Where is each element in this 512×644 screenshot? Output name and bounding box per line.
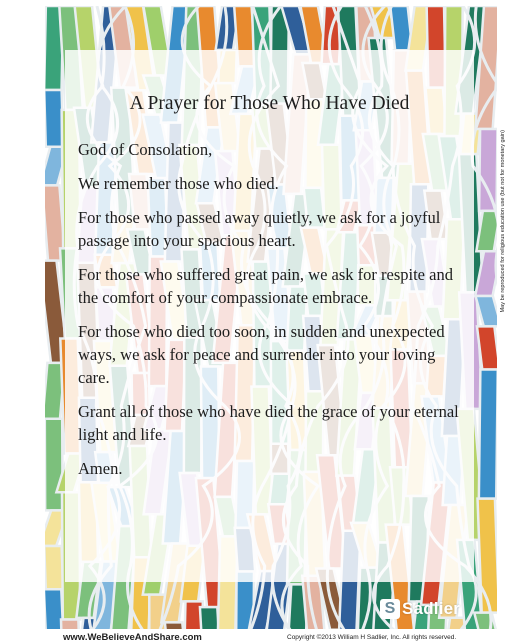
glass-pane <box>61 620 81 629</box>
copyright-text: Copyright ©2013 William H Sadlier, Inc. All rights reserved. <box>287 634 457 641</box>
prayer-line: For those who suffered great pain, we ask for respite and the comfort of your compassionate embrace. <box>78 265 453 307</box>
prayer-line: For those who passed away quietly, we ask for a joyful passage into your spacious heart. <box>78 208 441 250</box>
prayer-line: We remember those who died. <box>78 174 279 193</box>
glass-pane <box>479 129 497 211</box>
sadlier-logo-mark: S <box>380 599 400 619</box>
prayer-line: God of Consolation, <box>78 140 213 159</box>
page-title: A Prayer for Those Who Have Died <box>129 93 410 114</box>
glass-pane <box>45 419 63 511</box>
glass-pane <box>165 622 186 629</box>
glass-pane <box>45 546 63 589</box>
glass-pane <box>474 613 497 629</box>
prayer-body <box>78 138 470 491</box>
glass-pane <box>45 90 63 147</box>
prayer-line: Grant all of those who have died the grace of your eternal light and life. <box>78 402 459 444</box>
sadlier-logo <box>380 598 460 620</box>
sadlier-logo-word: Sadlier <box>402 599 461 618</box>
glass-pane <box>479 370 497 499</box>
prayer-line: For those who died too soon, in sudden and unexpected ways, we ask for peace and surrender into your loving care. <box>78 322 445 387</box>
prayer-card <box>65 50 474 582</box>
prayer-line: Amen. <box>78 459 123 478</box>
website-link[interactable]: www.WeBelieveAndShare.com <box>63 632 202 643</box>
reproduction-note: May be reproduced for religious education use (but not for monetary gain) <box>500 130 506 313</box>
